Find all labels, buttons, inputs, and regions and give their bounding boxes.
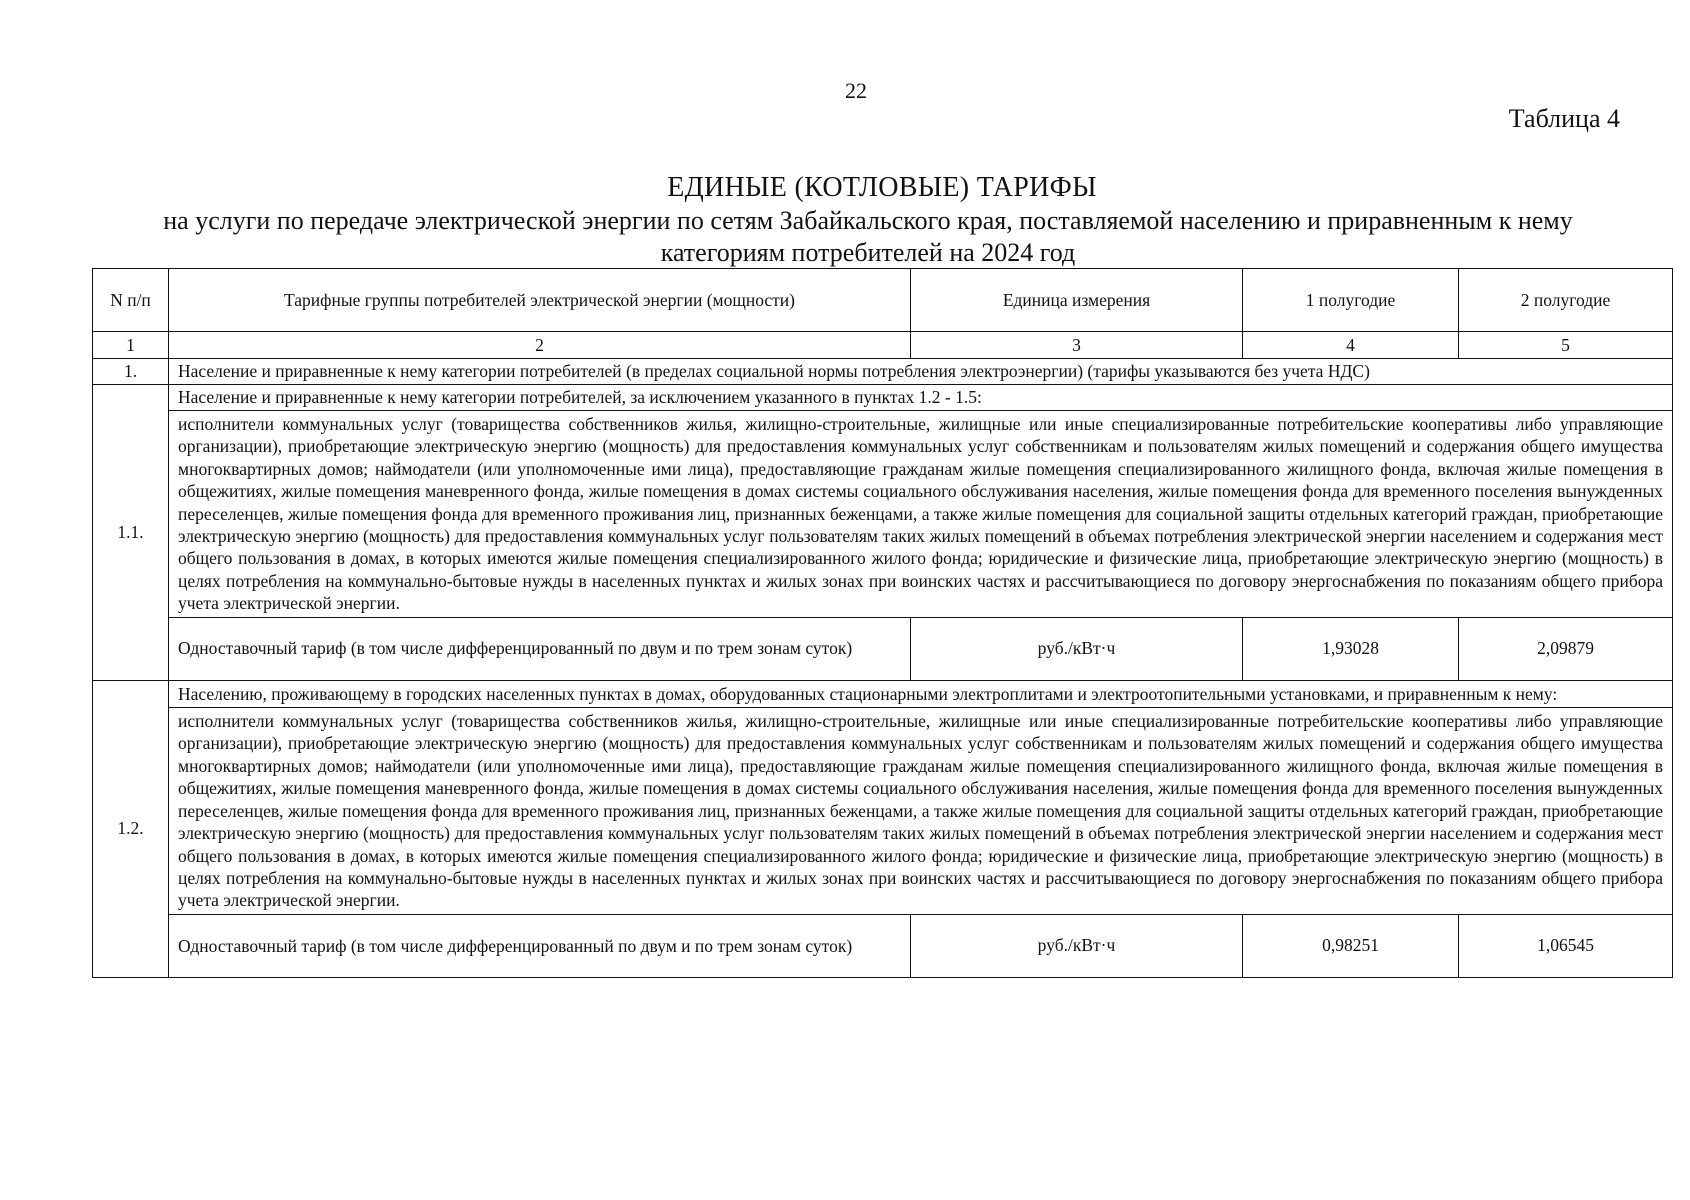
rate-row [93,914,1673,977]
rate-row [93,617,1673,680]
page-number: 22 [845,78,867,103]
group-heading: Население и приравненные к нему категории потребителей, за исключением указанного в пунктах 1.2 - 1.5: [169,385,1673,411]
section-number: 1. [93,359,169,385]
group-description: исполнители коммунальных услуг (товарищества собственников жилья, жилищно-строительные, жилищные или иные специализированные потребительские кооперативы либо управляющие организации), приобретающие электрическую энергию (мощность) для предоставления коммунальных услуг собственникам и пользователям жилых помещений и содержания общего имущества многоквартирных домов; наймодатели (или уполномоченные ими лица), предоставляющие гражданам жилые помещения специализированного жилищного фонда, включая жилые помещения в общежитиях, жилые помещения маневренного фонда, жилые помещения в домах системы социального обслуживания населения, жилые помещения фонда для временного поселения вынужденных переселенцев, жилые помещения фонда для временного проживания лиц, признанных беженцами, а также жилые помещения для социальной защиты отдельных категорий граждан, приобретающие электрическую энергию (мощность) для предоставления коммунальных услуг пользователям таких жилых помещений в объемах потребления электрической энергии населением и содержания мест общего пользования в домах, в которых имеются жилые помещения специализированного жилого фонда; юридические и физические лица, приобретающие электрическую энергию (мощность) в целях потребления на коммунально-бытовые нужды в населенных пунктах и жилых зонах при воинских частях и рассчитывающиеся по договору энергоснабжения по показаниям общего прибора учета электрической энергии. [169,411,1673,618]
header-unit: Единица измерения [911,269,1243,332]
rate-label: Одноставочный тариф (в том числе дифференцированный по двум и по трем зонам суток) [169,617,911,680]
group-number: 1.1. [93,385,169,681]
rate-unit: руб./кВт·ч [911,914,1243,977]
rate-unit: руб./кВт·ч [911,617,1243,680]
table-header-row [93,269,1673,332]
column-number-row [93,332,1673,359]
table-row [93,411,1673,618]
header-half-2: 2 полугодие [1459,269,1673,332]
table-label: Таблица 4 [1508,104,1620,133]
column-number: 3 [911,332,1243,359]
document-subtitle: на услуги по передаче электрической энергии по сетям Забайкальского края, поставляемой населению и приравненным к нему категориям потребителей на 2024 год [163,206,1573,267]
group-heading: Населению, проживающему в городских населенных пунктах в домах, оборудованных стационарными электроплитами и электроотопительными установками, и приравненным к нему: [169,680,1673,707]
group-number: 1.2. [93,680,169,977]
rate-half-2: 2,09879 [1459,617,1673,680]
table-row [93,708,1673,915]
table-row [93,680,1673,707]
rate-half-1: 0,98251 [1243,914,1459,977]
tariff-table [92,268,1673,978]
column-number: 1 [93,332,169,359]
section-row [93,359,1673,385]
section-text: Население и приравненные к нему категории потребителей (в пределах социальной нормы потребления электроэнергии) (тарифы указываются без учета НДС) [169,359,1673,385]
header-number: N п/п [93,269,169,332]
column-number: 5 [1459,332,1673,359]
column-number: 4 [1243,332,1459,359]
rate-half-2: 1,06545 [1459,914,1673,977]
header-tariff-group: Тарифные группы потребителей электрической энергии (мощности) [169,269,911,332]
group-description: исполнители коммунальных услуг (товарищества собственников жилья, жилищно-строительные, жилищные или иные специализированные потребительские кооперативы либо управляющие организации), приобретающие электрическую энергию (мощность) для предоставления коммунальных услуг собственникам и пользователям жилых помещений и содержания общего имущества многоквартирных домов; наймодатели (или уполномоченные ими лица), предоставляющие гражданам жилые помещения специализированного жилищного фонда, включая жилые помещения в общежитиях, жилые помещения маневренного фонда, жилые помещения в домах системы социального обслуживания населения, жилые помещения фонда для временного поселения вынужденных переселенцев, жилые помещения фонда для временного проживания лиц, признанных беженцами, а также жилые помещения для социальной защиты отдельных категорий граждан, приобретающие электрическую энергию (мощность) для предоставления коммунальных услуг пользователям таких жилых помещений в объемах потребления электрической энергии населением и содержания мест общего пользования в домах, в которых имеются жилые помещения специализированного жилого фонда; юридические и физические лица, приобретающие электрическую энергию (мощность) в целях потребления на коммунально-бытовые нужды в населенных пунктах и жилых зонах при воинских частях и рассчитывающиеся по договору энергоснабжения по показаниям общего прибора учета электрической энергии. [169,708,1673,915]
table-row [93,385,1673,411]
header-half-1: 1 полугодие [1243,269,1459,332]
rate-label: Одноставочный тариф (в том числе дифференцированный по двум и по трем зонам суток) [169,914,911,977]
column-number: 2 [169,332,911,359]
document-title: ЕДИНЫЕ (КОТЛОВЫЕ) ТАРИФЫ [667,172,1097,203]
rate-half-1: 1,93028 [1243,617,1459,680]
